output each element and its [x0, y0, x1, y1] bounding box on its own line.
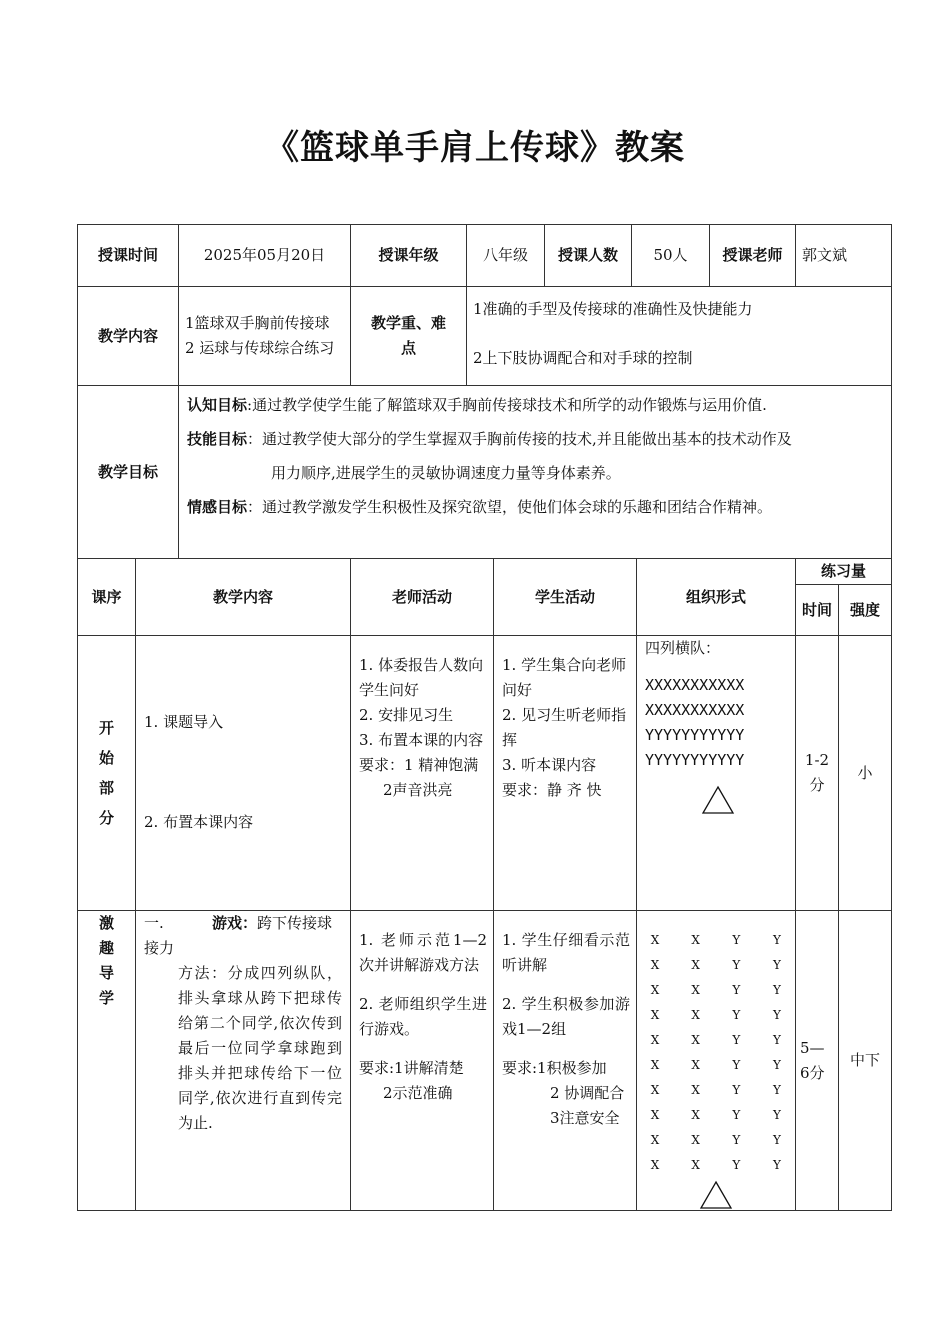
info-table: [77, 224, 892, 559]
game-number: 一.: [144, 914, 164, 932]
row1-org: [637, 636, 796, 911]
content-item: 2 运球与传球综合练习: [185, 339, 335, 357]
row1-content-item: 2. 布置本课内容: [144, 813, 254, 831]
row2-intensity: 中下: [839, 911, 892, 1211]
row1-teacher: [351, 636, 494, 911]
teacher-position-triangle-icon: [699, 1180, 733, 1210]
student-item: 1. 学生仔细看示范听讲解: [502, 931, 630, 974]
formation-marker: X: [691, 1108, 700, 1122]
formation-marker: X: [691, 1033, 700, 1047]
formation-marker: Y: [732, 1033, 741, 1047]
formation-row: [645, 1103, 787, 1128]
formation-marker: X: [650, 983, 660, 997]
row2-seq: [78, 911, 136, 1211]
formation-marker: Y: [773, 1133, 781, 1147]
student-item: 2. 见习生听老师指挥: [502, 706, 627, 749]
formation-marker: X: [691, 1083, 700, 1097]
formation-marker: Y: [732, 1058, 741, 1072]
skill-label: 技能目标: [187, 430, 248, 448]
formation-marker: Y: [732, 1083, 741, 1097]
formation-marker: X: [650, 1083, 660, 1097]
teacher-item: 2声音洪亮: [383, 781, 453, 799]
teacher-item: 2. 老师组织学生进行游戏。: [359, 995, 487, 1038]
game-title: 跨下传接球接力: [144, 914, 333, 957]
document-title: 《篮球单手肩上传球》教案: [265, 128, 685, 168]
student-item: 2 协调配合: [550, 1084, 625, 1102]
formation-marker: X: [691, 1008, 700, 1022]
formation-marker: X: [691, 1058, 700, 1072]
formation-row: [645, 1053, 787, 1078]
student-item: 3. 听本课内容: [502, 756, 597, 774]
header-practice: 练习量: [796, 559, 892, 585]
student-item: 2. 学生积极参加游戏1—2组: [502, 995, 630, 1038]
formation-row: [645, 1153, 787, 1178]
header-intensity: 强度: [839, 585, 892, 636]
teacher-label: 授课老师: [710, 225, 796, 287]
formation-marker: Y: [773, 933, 781, 947]
teacher-item: 1. 体委报告人数向学生问好: [359, 656, 484, 699]
seq-char: 部: [98, 779, 114, 797]
content-label: 教学内容: [78, 287, 179, 386]
game-method: 方法：分成四列纵队，排头拿球从跨下把球传给第二个同学,依次传到最后一位同学拿球跑到排头并把球传给下一位同学,依次进行直到传完为止.: [178, 964, 342, 1132]
row1-time: 1-2分: [796, 636, 839, 911]
header-time-text: 时间: [802, 600, 833, 619]
formation-marker: X: [691, 1133, 700, 1147]
student-item: 3注意安全: [550, 1109, 620, 1127]
formation-row: [645, 953, 787, 978]
goals-body: [179, 386, 892, 559]
row2-student: [494, 911, 637, 1211]
row1-content-item: 1. 课题导入: [144, 713, 224, 731]
grade-value: 八年级: [467, 225, 545, 287]
row2-time: 5—6分: [796, 911, 839, 1211]
formation-marker: Y: [732, 983, 741, 997]
formation-marker: Y: [732, 933, 741, 947]
game-heading: [144, 911, 342, 961]
formation-marker: X: [691, 958, 700, 972]
header-student: 学生活动: [494, 559, 637, 636]
header-seq: 课序: [78, 559, 136, 636]
formation-marker: X: [691, 933, 700, 947]
formation-marker: X: [691, 1158, 700, 1172]
formation-row: [645, 1028, 787, 1053]
formation-row: [645, 928, 787, 953]
game-label: 游戏：: [212, 914, 258, 932]
row2-content: [136, 911, 351, 1211]
seq-char: 分: [98, 809, 114, 827]
column-formation: [645, 928, 787, 1178]
cognitive-goal: [187, 388, 885, 422]
formation-marker: Y: [773, 1033, 781, 1047]
formation-row: [645, 1003, 787, 1028]
formation-row: YYYYYYYYYYY: [645, 751, 745, 769]
header-time: [796, 585, 839, 636]
formation-row: [645, 1128, 787, 1153]
formation-marker: Y: [773, 983, 781, 997]
seq-char: 学: [98, 989, 114, 1007]
grade-label: 授课年级: [351, 225, 467, 287]
cognitive-text: :通过教学使学生能了解篮球双手胸前传接球技术和所学的动作锻炼与运用价值.: [247, 396, 767, 414]
key-point: 1准确的手型及传接球的准确性及快捷能力: [473, 300, 753, 318]
formation-row: XXXXXXXXXXX: [645, 701, 745, 719]
seq-char: 趣: [98, 939, 114, 957]
formation-marker: Y: [773, 1008, 781, 1022]
teacher-item: 要求：1 精神饱满: [359, 756, 479, 774]
student-item: 要求：静 齐 快: [502, 781, 602, 799]
formation-row: [645, 978, 787, 1003]
org-title: 四列横队：: [645, 639, 721, 657]
seq-char: 始: [98, 749, 114, 767]
formation-row: XXXXXXXXXXX: [645, 676, 745, 694]
key-points-label: 教学重、难点: [351, 287, 467, 386]
lesson-table: [77, 558, 892, 1211]
row1-student: [494, 636, 637, 911]
formation-marker: X: [650, 1133, 660, 1147]
formation-row: YYYYYYYYYYY: [645, 726, 745, 744]
formation-row: [645, 1078, 787, 1103]
emotion-text: ：通过教学激发学生积极性及探究欲望，使他们体会球的乐趣和团结合作精神。: [247, 498, 773, 516]
formation-marker: X: [691, 983, 700, 997]
formation-marker: Y: [732, 958, 741, 972]
formation-marker: Y: [732, 1133, 741, 1147]
row2-teacher: [351, 911, 494, 1211]
formation-marker: X: [650, 1158, 660, 1172]
content-item: 1篮球双手胸前传接球: [185, 314, 330, 332]
teacher-item: 1. 老师示范1—2次并讲解游戏方法: [359, 931, 487, 974]
time-label: 授课时间: [78, 225, 179, 287]
key-points: [467, 287, 892, 386]
emotion-goal: [187, 490, 885, 524]
student-item: 1. 学生集合向老师问好: [502, 656, 627, 699]
skill-text-cont: 用力顺序,进展学生的灵敏协调速度力量等身体素养。: [271, 464, 621, 482]
formation-marker: Y: [773, 1158, 781, 1172]
teacher-value: 郭文斌: [796, 225, 892, 287]
count-value: 50人: [632, 225, 710, 287]
student-item: 要求:1积极参加: [502, 1059, 607, 1077]
seq-char: 开: [98, 719, 114, 737]
count-label: 授课人数: [545, 225, 632, 287]
row2-org: [637, 911, 796, 1211]
seq-char: 导: [98, 964, 114, 982]
formation-marker: Y: [732, 1008, 741, 1022]
header-org: 组织形式: [637, 559, 796, 636]
formation-marker: X: [650, 933, 660, 947]
row1-intensity: 小: [839, 636, 892, 911]
formation-marker: X: [650, 1058, 660, 1072]
seq-char: 激: [98, 914, 114, 932]
teacher-item: 2. 安排见习生: [359, 706, 454, 724]
skill-text: ：通过教学使大部分的学生掌握双手胸前传接的技术,并且能做出基本的技术动作及: [247, 430, 792, 448]
formation-marker: Y: [732, 1158, 741, 1172]
goals-label: 教学目标: [78, 386, 179, 559]
formation-marker: X: [650, 1108, 660, 1122]
key-point: 2上下肢协调配合和对手球的控制: [473, 349, 693, 367]
teacher-item: 要求:1讲解清楚: [359, 1059, 464, 1077]
time-value: 2025年05月20日: [179, 225, 351, 287]
content-items: [179, 287, 351, 386]
formation-marker: Y: [773, 1108, 781, 1122]
teacher-item: 2示范准确: [383, 1084, 453, 1102]
header-content: 教学内容: [136, 559, 351, 636]
skill-goal: [187, 422, 885, 456]
emotion-label: 情感目标: [187, 498, 248, 516]
formation-marker: Y: [773, 1058, 781, 1072]
formation-marker: Y: [773, 958, 781, 972]
teacher-position-triangle-icon: [701, 785, 735, 815]
formation-marker: X: [650, 1008, 660, 1022]
formation-marker: X: [650, 1033, 660, 1047]
row1-seq: [78, 636, 136, 911]
row1-content: [136, 636, 351, 911]
formation-marker: X: [650, 958, 660, 972]
formation-marker: Y: [773, 1083, 781, 1097]
cognitive-label: 认知目标: [187, 396, 248, 414]
teacher-item: 3. 布置本课的内容: [359, 731, 484, 749]
formation-marker: Y: [732, 1108, 741, 1122]
header-teacher: 老师活动: [351, 559, 494, 636]
